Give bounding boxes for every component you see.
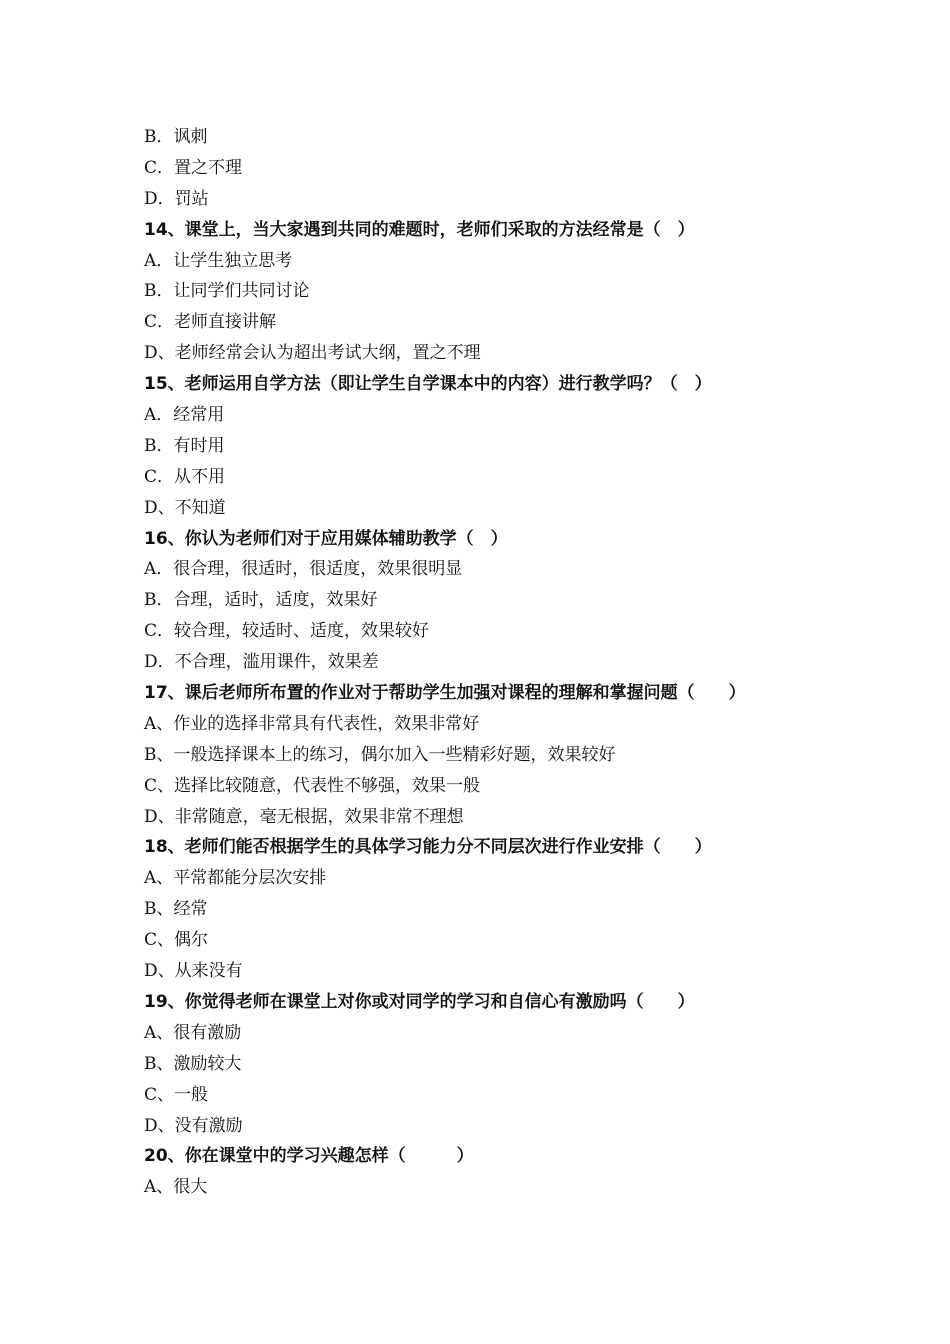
option-16-c: C．较合理，较适时、适度，效果较好: [144, 621, 430, 642]
question-14: 14、课堂上，当大家遇到共同的难题时，老师们采取的方法经常是（ ）: [144, 219, 695, 240]
question-20: 20、你在课堂中的学习兴趣怎样（ ）: [144, 1146, 474, 1167]
option-20-a: A、很大: [144, 1177, 208, 1198]
question-19: 19、你觉得老师在课堂上对你或对同学的学习和自信心有激励吗（ ）: [144, 991, 695, 1012]
option-15-d: D、不知道: [144, 497, 226, 518]
option-14-b: B．让同学们共同讨论: [144, 281, 310, 302]
option-19-d: D、没有激励: [144, 1115, 243, 1136]
option-18-c: C、偶尔: [144, 930, 209, 951]
option-19-b: B、激励较大: [144, 1053, 242, 1074]
option-17-c: C、选择比较随意，代表性不够强，效果一般: [144, 775, 481, 796]
option-15-b: B．有时用: [144, 435, 225, 456]
option-14-c: C．老师直接讲解: [144, 312, 277, 333]
option-13-c: C．置之不理: [144, 157, 243, 178]
survey-page: [144, 122, 824, 1203]
option-17-d: D、非常随意，毫无根据，效果非常不理想: [144, 806, 464, 827]
option-18-d: D、从来没有: [144, 961, 243, 982]
option-18-b: B、经常: [144, 899, 208, 920]
option-14-d: D、老师经常会认为超出考试大纲，置之不理: [144, 343, 481, 364]
option-13-b: B．讽刺: [144, 127, 208, 147]
option-19-c: C、一般: [144, 1084, 209, 1105]
option-15-c: C．从不用: [144, 466, 226, 487]
question-16: 16、你认为老师们对于应用媒体辅助教学（ ）: [144, 528, 508, 549]
question-17: 17、课后老师所布置的作业对于帮助学生加强对课程的理解和掌握问题（ ）: [144, 683, 746, 704]
option-17-a: A、作业的选择非常具有代表性，效果非常好: [144, 713, 480, 734]
question-18: 18、老师们能否根据学生的具体学习能力分不同层次进行作业安排（ ）: [144, 837, 712, 858]
option-13-d: D．罚站: [144, 188, 209, 209]
option-19-a: A、很有激励: [144, 1022, 242, 1043]
option-16-d: D．不合理，滥用课件，效果差: [144, 652, 379, 673]
option-14-a: A．让学生独立思考: [144, 250, 293, 271]
option-18-a: A、平常都能分层次安排: [144, 868, 327, 889]
option-17-b: B、一般选择课本上的练习，偶尔加入一些精彩好题，效果较好: [144, 744, 616, 765]
option-16-b: B．合理，适时，适度，效果好: [144, 590, 378, 611]
option-16-a: A．很合理，很适时，很适度，效果很明显: [144, 559, 463, 580]
option-15-a: A．经常用: [144, 405, 225, 426]
question-15: 15、老师运用自学方法（即让学生自学课本中的内容）进行教学吗？（ ）: [144, 374, 712, 395]
